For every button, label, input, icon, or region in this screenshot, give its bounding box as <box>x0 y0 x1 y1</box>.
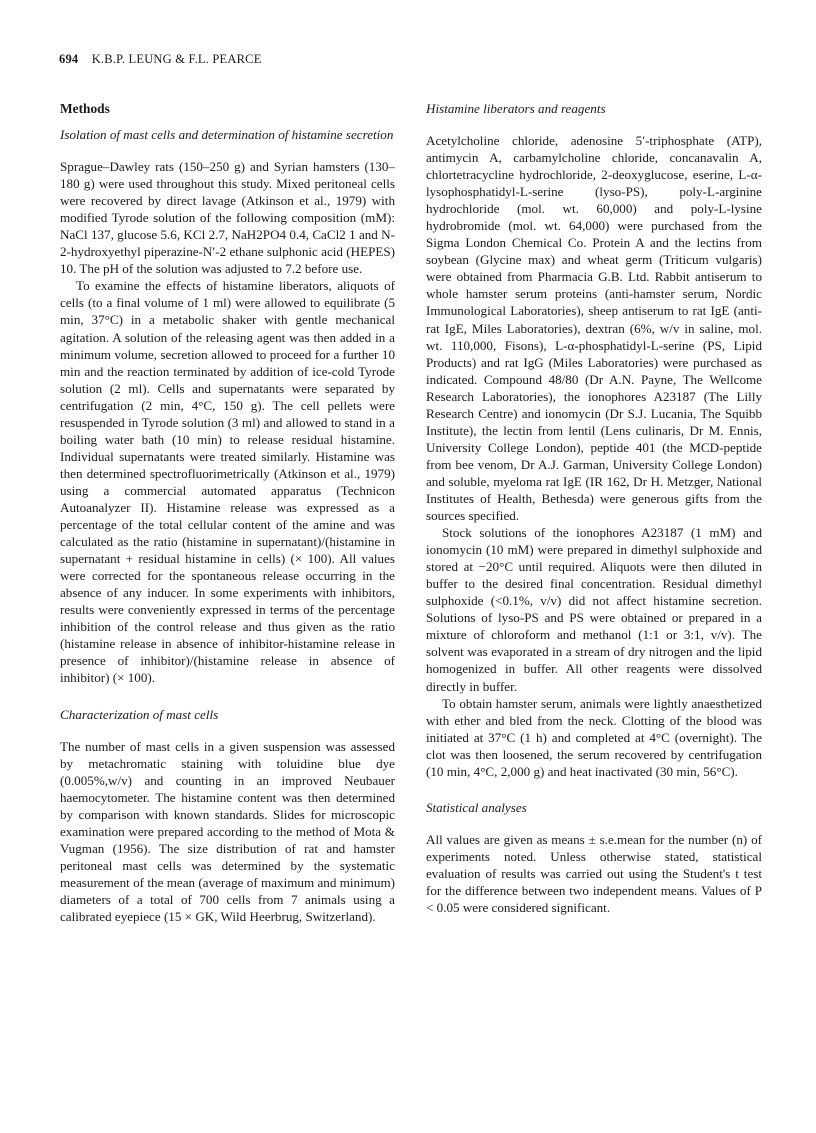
running-header <box>59 52 399 67</box>
subsection-title-isolation: Isolation of mast cells and determination of histamine secretion <box>60 127 394 143</box>
subsection-title-characterization: Characterization of mast cells <box>60 706 219 722</box>
paragraph-characterization: The number of mast cells in a given suspension was assessed by metachromatic staining with toluidine blue dye (0.005%,w/v) and counting in an improved Neubauer haemocytometer. The histamine content was then determined by comparison with known standards. Slides for microscopic examination were prepared according to the method of Mota & Vugman (1956). The size distribution of rat and hamster peritoneal mast cells was determined by the systematic measurement of the mean (average of maximum and minimum) diameters of a total of 700 cells from 7 animals using a calibrated eyepiece (15 × GK, Wild Heerbrug, Switzerland). <box>60 738 395 924</box>
right-column <box>426 100 762 916</box>
page-number: 694 <box>59 52 79 66</box>
paragraph-statistics: All values are given as means ± s.e.mean for the number (n) of experiments noted. Unless otherwise stated, statistical evaluation of results was carried out using the Student's t test for the difference between two independent means. Values of P < 0.05 were considered significant. <box>426 831 762 915</box>
running-authors: K.B.P. LEUNG & F.L. PEARCE <box>91 52 262 66</box>
paragraph-stock-solutions: Stock solutions of the ionophores A23187 (1 mM) and ionomycin (10 mM) were prepared in dimethyl sulphoxide and stored at −20°C until required. Aliquots were then diluted in buffer to the desired final concentration. Residual dimethyl sulphoxide (<0.1%, v/v) did not affect histamine secretion. Solutions of lyso-PS and PS were obtained or prepared in a mixture of chloroform and methanol (1:1 or 3:1, v/v). The solvent was evaporated in a stream of dry nitrogen and the lipid homogenized in buffer. All other reagents were dissolved directly in buffer. <box>426 525 762 694</box>
paragraph-hamster-serum: To obtain hamster serum, animals were lightly anaesthetized with ether and bled from the neck. Clotting of the blood was initiated at 37°C (1 h) and completed at 4°C (overnight). The clot was then loosened, the serum recovered by centrifugation (10 min, 4°C, 2,000 g) and heat inactivated (30 min, 56°C). <box>426 695 762 779</box>
paragraph-isolation-1: Sprague–Dawley rats (150–250 g) and Syrian hamsters (130–180 g) were used throughout this study. Mixed peritoneal cells were recovered by direct lavage (Atkinson et al., 1979) with modified Tyrode solution of the following composition (mM): NaCl 137, glucose 5.6, KCl 2.7, NaH2PO4 0.4, CaCl2 1 and N-2-hydroxyethyl piperazine-N′-2 ethane sulphonic acid (HEPES) 10. The pH of the solution was adjusted to 7.2 before use. <box>60 159 395 277</box>
paragraph-isolation-2: To examine the effects of histamine liberators, aliquots of cells (to a final volume of 1 ml) were allowed to equilibrate (5 min, 37°C) in a metabolic shaker with gentle mechanical agitation. A solution of the releasing agent was then added in a minimum volume, secretion allowed to proceed for a further 10 min and the reaction terminated by addition of ice-cold Tyrode solution (2 ml). Cells and supernatants were separated by centrifugation (2 min, 4°C, 150 g). The cell pellets were resuspended in Tyrode solution (3 ml) and allowed to stand in a boiling water bath (10 min) to release residual histamine. Individual supernatants were treated similarly. Histamine was then determined spectrofluorimetrically (Atkinson et al., 1979) using a commercial automated apparatus (Technicon Autoanalyzer II). Histamine release was expressed as a percentage of the total cellular content of the amine and was calculated as the ratio (histamine in supernatant)/(histamine in supernatant + residual histamine in cells) (× 100). All values were corrected for the spontaneous release occurring in the absence of any inducer. In some experiments with inhibitors, results were conveniently expressed in terms of the percentage inhibition of the control release and thus given as the ratio (histamine release in absence of inhibitor-histamine release in presence of inhibitor)/(histamine release in absence of inhibitor) (× 100). <box>60 278 395 686</box>
left-column <box>60 100 395 925</box>
subsection-title-statistics: Statistical analyses <box>426 799 527 815</box>
paragraph-liberators: Acetylcholine chloride, adenosine 5′-triphosphate (ATP), antimycin A, carbamylcholine chloride, concanavalin A, chlortetracycline hydrochloride, 2-deoxyglucose, eserine, L-α-lysophosphatidyl-L-serine (lyso-PS), poly-L-arginine hydrochloride (mol. wt. 60,000) and poly-L-lysine hydrobromide (mol. wt. 64,000) were purchased from the Sigma London Chemical Co. Protein A and the lectins from soybean (Glycine max) and wheat germ (Triticum vulgaris) were obtained from Pharmacia G.B. Ltd. Rabbit antiserum to whole hamster serum proteins (anti-hamster serum, Nordic Immunological Laboratories), sheep antiserum to rat IgE (anti-rat IgE, Miles Laboratories), dextran (6%, w/v in saline, mol. wt. 110,000, Fisons), L-α-phosphatidyl-L-serine (PS, Lipid Products) and rat IgG (Miles Laboratories) were purchased as indicated. Compound 48/80 (Dr A.N. Payne, The Wellcome Research Laboratories), the ionophores A23187 (The Lilly Research Centre) and ionomycin (Dr S.J. Lucania, The Squibb Institute), the lectin from lentil (Lens culinaris, Dr M. Ennis, University College London), peptide 401 (the MCD-peptide from bee venom, Dr A.J. Garman, University College London) and soluble, myeloma rat IgE (IR 162, Dr H. Metzger, National Institutes of Health, Bethesda) were generous gifts from the sources specified. <box>426 133 762 524</box>
subsection-title-liberators: Histamine liberators and reagents <box>426 101 606 116</box>
section-title-methods: Methods <box>60 101 110 116</box>
